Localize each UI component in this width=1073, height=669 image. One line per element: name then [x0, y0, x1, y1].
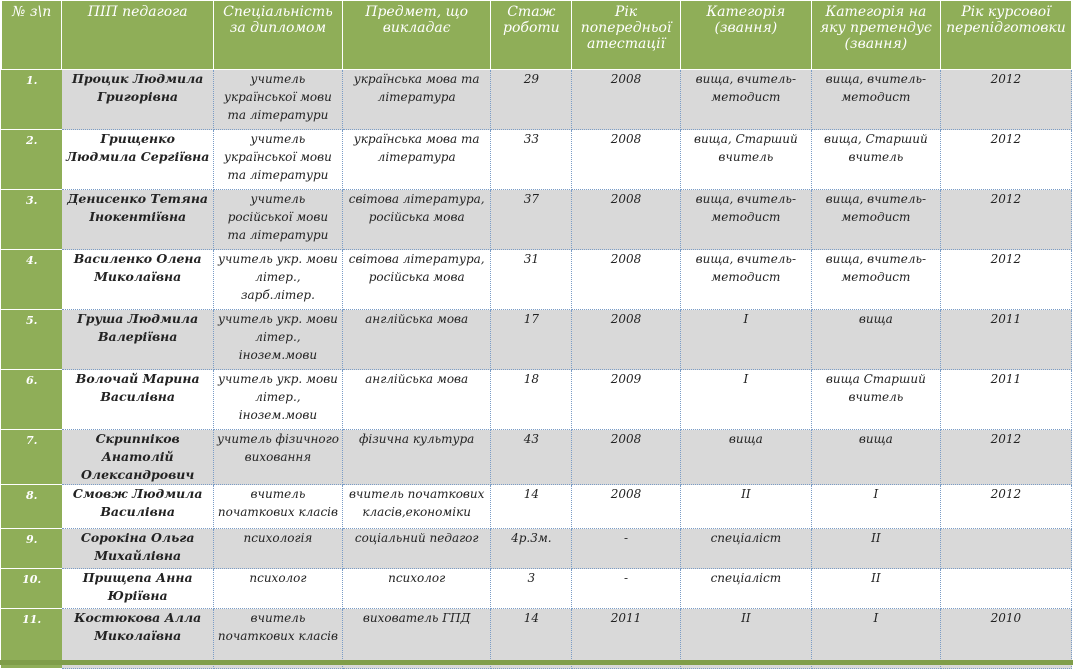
table-row — [2, 529, 1072, 569]
subject: психолог — [342, 569, 490, 609]
specialty: вчитель початкових класів — [213, 485, 342, 529]
subject: світова література, російська мова — [342, 250, 490, 310]
row-num: 8. — [2, 485, 62, 529]
target-category: вища, вчитель-методист — [811, 250, 940, 310]
table-row — [2, 310, 1072, 370]
header-row — [2, 1, 1072, 70]
target-category: II — [811, 529, 940, 569]
row-num: 10. — [2, 569, 62, 609]
prev-attestation: 2011 — [572, 609, 681, 669]
bottom-border — [0, 660, 1073, 665]
prev-attestation: 2008 — [572, 310, 681, 370]
header-num: № з\п — [2, 1, 62, 70]
header-subject: Предмет, що викладає — [342, 1, 490, 70]
course-year: 2012 — [940, 250, 1071, 310]
prev-attestation: - — [572, 529, 681, 569]
header-prev-attestation: Рік попередньої атестації — [572, 1, 681, 70]
target-category: вища, вчитель-методист — [811, 190, 940, 250]
prev-attestation: 2008 — [572, 70, 681, 130]
header-course-year: Рік курсової перепідготовки — [940, 1, 1071, 70]
header-specialty: Спеціальність за дипломом — [213, 1, 342, 70]
experience: 18 — [491, 370, 572, 430]
teacher-name: Сорокіна Ольга Михайлівна — [62, 529, 214, 569]
specialty: учитель української мови та літератури — [213, 130, 342, 190]
teacher-name: Процик Людмила Григорівна — [62, 70, 214, 130]
course-year: 2012 — [940, 130, 1071, 190]
category: II — [680, 485, 811, 529]
specialty: учитель укр. мови літер., інозем.мови — [213, 310, 342, 370]
table-row — [2, 70, 1072, 130]
target-category: вища, Старший вчитель — [811, 130, 940, 190]
target-category: вища Старший вчитель — [811, 370, 940, 430]
teacher-name: Прищепа Анна Юріївна — [62, 569, 214, 609]
category: вища — [680, 430, 811, 485]
experience: 29 — [491, 70, 572, 130]
teacher-name: Грищенко Людмила Сергіївна — [62, 130, 214, 190]
subject: українська мова та література — [342, 130, 490, 190]
experience: 4р.3м. — [491, 529, 572, 569]
row-num: 1. — [2, 70, 62, 130]
prev-attestation: 2008 — [572, 250, 681, 310]
specialty: учитель фізичного виховання — [213, 430, 342, 485]
category: II — [680, 609, 811, 669]
subject: світова література, російська мова — [342, 190, 490, 250]
course-year: 2012 — [940, 430, 1071, 485]
table-row — [2, 485, 1072, 529]
table-row — [2, 250, 1072, 310]
category: вища, Старший вчитель — [680, 130, 811, 190]
row-num: 3. — [2, 190, 62, 250]
course-year: 2011 — [940, 370, 1071, 430]
teacher-name: Скрипніков Анатолій Олександрович — [62, 430, 214, 485]
row-num: 7. — [2, 430, 62, 485]
header-name: ПІП педагога — [62, 1, 214, 70]
course-year: 2012 — [940, 70, 1071, 130]
category: вища, вчитель-методист — [680, 70, 811, 130]
course-year: 2010 — [940, 609, 1071, 669]
header-target-category: Категорія на яку претендує (звання) — [811, 1, 940, 70]
experience: 14 — [491, 609, 572, 669]
specialty: учитель укр. мови літер., зарб.літер. — [213, 250, 342, 310]
category: спеціаліст — [680, 529, 811, 569]
specialty: учитель української мови та літератури — [213, 70, 342, 130]
table-row — [2, 430, 1072, 485]
subject: англійська мова — [342, 310, 490, 370]
teacher-name: Денисенко Тетяна Інокентіївна — [62, 190, 214, 250]
prev-attestation: 2008 — [572, 130, 681, 190]
target-category: вища, вчитель-методист — [811, 70, 940, 130]
course-year — [940, 569, 1071, 609]
experience: 31 — [491, 250, 572, 310]
experience: 14 — [491, 485, 572, 529]
course-year — [940, 529, 1071, 569]
prev-attestation: - — [572, 569, 681, 609]
experience: 43 — [491, 430, 572, 485]
category: I — [680, 370, 811, 430]
subject: українська мова та література — [342, 70, 490, 130]
experience: 17 — [491, 310, 572, 370]
experience: 3 — [491, 569, 572, 609]
prev-attestation: 2008 — [572, 485, 681, 529]
target-category: вища — [811, 310, 940, 370]
specialty: психологія — [213, 529, 342, 569]
specialty: учитель російської мови та літератури — [213, 190, 342, 250]
target-category: I — [811, 609, 940, 669]
teacher-name: Смовж Людмила Василівна — [62, 485, 214, 529]
subject: соціальний педагог — [342, 529, 490, 569]
prev-attestation: 2008 — [572, 430, 681, 485]
course-year: 2012 — [940, 485, 1071, 529]
experience: 37 — [491, 190, 572, 250]
table-row — [2, 190, 1072, 250]
table-row — [2, 370, 1072, 430]
target-category: вища — [811, 430, 940, 485]
experience: 33 — [491, 130, 572, 190]
specialty: учитель укр. мови літер., інозем.мови — [213, 370, 342, 430]
course-year: 2011 — [940, 310, 1071, 370]
category: спеціаліст — [680, 569, 811, 609]
header-experience: Стаж роботи — [491, 1, 572, 70]
teacher-name: Костюкова Алла Миколаївна — [62, 609, 214, 669]
row-num: 5. — [2, 310, 62, 370]
subject: вихователь ГПД — [342, 609, 490, 669]
row-num: 9. — [2, 529, 62, 569]
teachers-table — [1, 0, 1072, 669]
specialty: психолог — [213, 569, 342, 609]
category: вища, вчитель-методист — [680, 250, 811, 310]
subject: англійська мова — [342, 370, 490, 430]
target-category: II — [811, 569, 940, 609]
subject: вчитель початкових класів,економіки — [342, 485, 490, 529]
course-year: 2012 — [940, 190, 1071, 250]
row-num: 2. — [2, 130, 62, 190]
subject: фізична культура — [342, 430, 490, 485]
header-category: Категорія (звання) — [680, 1, 811, 70]
prev-attestation: 2008 — [572, 190, 681, 250]
category: вища, вчитель-методист — [680, 190, 811, 250]
row-num: 4. — [2, 250, 62, 310]
specialty: вчитель початкових класів — [213, 609, 342, 669]
row-num: 6. — [2, 370, 62, 430]
teacher-name: Груша Людмила Валеріївна — [62, 310, 214, 370]
prev-attestation: 2009 — [572, 370, 681, 430]
category: I — [680, 310, 811, 370]
table-row — [2, 569, 1072, 609]
teacher-name: Василенко Олена Миколаївна — [62, 250, 214, 310]
table-row — [2, 130, 1072, 190]
teacher-name: Волочай Марина Василівна — [62, 370, 214, 430]
row-num: 11. — [2, 609, 62, 669]
target-category: I — [811, 485, 940, 529]
